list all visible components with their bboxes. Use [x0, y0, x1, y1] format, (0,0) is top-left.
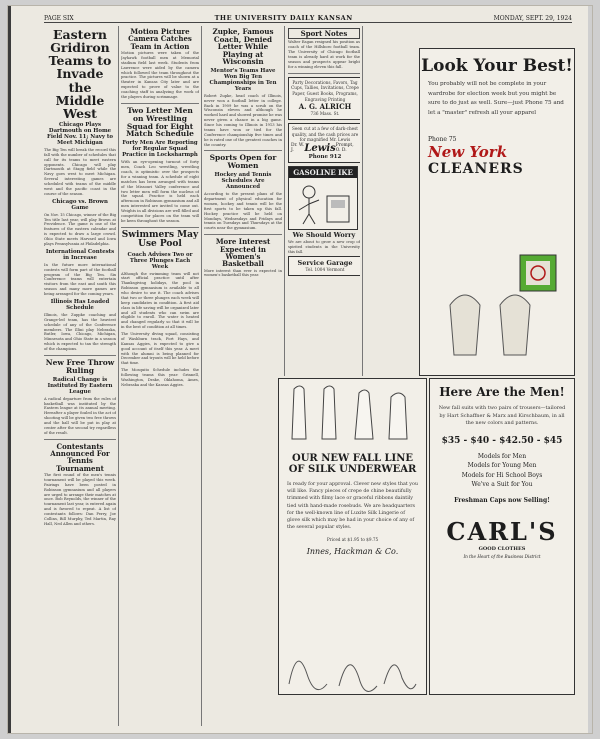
cleaners-ad [419, 48, 575, 376]
story-text: Walter Eagan resigned his position as coach of the Hillsboro football team. The University of Chicago football team is already hard at work for the season and prospects appear bright for a winning eleven this fall. [288, 40, 360, 69]
headline-womens-basketball: More Interest Expected in Women's Basketball [215, 237, 271, 269]
gasoline-ike-comic [288, 166, 358, 230]
service-garage-ad [288, 256, 360, 276]
alrich-ad-list: Party Decorations, Favors, Tag Cups, Tallies, Invitations, Crepe Paper, Guest Books, Programs, Engraving Printing [291, 79, 359, 102]
carls-ad-line4: We've a Suit for You [471, 481, 533, 489]
gasoline-ike-title: GASOLINE IKE [289, 167, 357, 178]
headline-gridiron: Eastern Gridiron Teams to Invade the Middle West [48, 27, 112, 121]
cleaners-illustration [420, 235, 574, 375]
headline-worry: We Should Worry [292, 230, 356, 239]
cleaners-ad-copy: You probably will not be complete in your wardrobe for election week but you might be sure to do just as well. Sure—just Phone 75 and let a "master" refresh all your apparel [428, 81, 564, 116]
column-4 [288, 26, 360, 376]
underwear-ad [278, 378, 427, 695]
deck-gridiron: Chicago Plays Dartmouth on Home Field Nov. 11; Navy to Meet Michigan [47, 121, 113, 146]
carls-ad-logo: CARL'S [446, 517, 558, 547]
carls-ad-copy: New fall suits with two pairs of trousers—tailored by Hart Schaffner & Marx and Kirschbaum, in all the new colors and patterns. [438, 405, 566, 426]
lewis-ad-left: Dr. W. J. [291, 143, 305, 154]
story-text: We are about to grow a new crop of spirited students in the University this fall. [288, 239, 360, 254]
carls-ad-footer: In the Heart of the Business District [463, 554, 541, 560]
deck-wrestling: Forty Men Are Reporting for Regular Squad Practice in Locksharmph [122, 140, 198, 159]
deck-free-throw: Radical Change is Instituted By Eastern League [47, 376, 113, 395]
carls-ad-tag: GOOD CLOTHES [478, 546, 526, 553]
subhead-international: International Contests in Increase [45, 248, 115, 261]
headline-wrestling: Two Letter Men on Wrestling Squad for Eight Match Schedule [126, 105, 194, 139]
lewis-ad [288, 123, 360, 163]
column-3 [204, 26, 282, 376]
deck-women-sports: Hockey and Tennis Schedules Are Announced [214, 172, 272, 191]
alrich-ad-name: A. G. ALRICH [298, 102, 352, 112]
underwear-ad-price: Priced at $1.95 to $9.75 [326, 537, 379, 543]
underwear-ad-title: OUR NEW FALL LINE OF SILK UNDERWEAR [288, 453, 417, 475]
story-text: A radical departure from the rules of basketball was instituted by the Eastern league at its annual meeting. Hereafter a player fouled in the act of shooting will be given two free throws and the ball will be put in play at center after the second try regardless of the result. [44, 396, 116, 435]
lewis-ad-copy: Seen cut at a few of dark-chest quality, and the cash prices are for magnified Mr. Lewis [291, 125, 359, 143]
gasoline-ike-drawing [289, 178, 357, 226]
story-text: Motion pictures were taken of the Jayhawk football men at Memorial stadium field last week. Students from Lawrence were aided by the camera which followed the team throughout the practice. The pictures will be shown at a theater in Kansas City later and are expected to prove of value to the coaching staff in analyzing the work of the players during scrimmage. [121, 51, 199, 99]
headline-women-sports: Sports Open for Women [209, 153, 277, 171]
story-text: In the future more international contests will form part of the football program of the Big Ten. Six Conference teams will entertain visitors from the east and south this season and many more games are being arranged for the coming years. [44, 262, 116, 296]
service-garage-title: Service Garage [297, 259, 353, 268]
column-2 [121, 26, 199, 726]
underwear-ad-figures [279, 624, 426, 694]
carls-ad-line3: Models for Hi School Boys [461, 471, 543, 479]
underwear-ad-store: Innes, Hackman & Co. [306, 546, 399, 556]
newspaper-page [8, 6, 592, 733]
story-text: Robert Zupke, head coach of Illinois, never won a football letter in college. Back in 1909 he was a scrub on the Wisconsin eleven and although he worked hard and showed promise he was never given a chance in a big game. Since his coming to Illinois in 1913 his teams have won or tied for the Conference championship five times and he is rated one of the greatest coaches in the country. [204, 93, 282, 147]
deck-swimmers: Coach Advises Two or Three Plunges Each Week [127, 251, 193, 270]
carls-ad-prices: $35 - $40 - $42.50 - $45 [441, 435, 563, 446]
page-header [44, 10, 572, 23]
lewis-ad-brand: Lewis [304, 142, 336, 154]
cleaners-ad-word: CLEANERS [428, 161, 524, 177]
headline-zupke: Zupke, Famous Coach, Denied Letter While Playing at Wisconsin [212, 27, 274, 67]
headline-sport-notes: Sport Notes [288, 28, 360, 39]
headline-camera: Motion Picture Camera Catches Team in Action [128, 27, 192, 51]
masthead: THE UNIVERSITY DAILY KANSAN [214, 14, 353, 22]
story-text: On Nov. 15 Chicago, winner of the Big Ten title last year, will play Brown at Providence. The game is one of the features of the eastern calendar and is expected to draw a large crowd. Ohio State meets Harvard and Iowa plays Pennsylvania at Philadelphia. [44, 212, 116, 246]
column-rule [118, 26, 119, 726]
deck-zupke: Mentor's Teams Have Won Big Ten Championships in Ten Years [209, 67, 277, 92]
headline-tennis: Contestants Announced For Tennis Tournament [50, 441, 110, 473]
column-1 [44, 26, 116, 726]
lewis-ad-phone: Phone 912 [308, 153, 342, 160]
story-text: With an eye-opening turnout of forty men, Coach Leo wrestling, wrestling coach, is optimistic over the prospects for a winning team. A schedule of eight matches has been arranged with teams of the Missouri Valley conference and two letter men will form the nucleus of the squad. Practice is held each afternoon in Robinson gymnasium and all men interested are invited to come out. Weights in all divisions are well filled and competition for places on the team will be keen throughout the season. [121, 160, 199, 223]
carls-ad-line5: Freshman Caps now Selling! [454, 496, 550, 504]
story-text: The Mosquito Schedule includes the following teams this year: Grinnell, Washington, Drake, Oklahoma, Ames, Nebraska and the Kansas Aggies. [121, 368, 199, 387]
story-text: The first round of the men's tennis tournament will be played this week. Pairings have been posted in Robinson gymnasium and all players are urged to arrange their matches at once. Bob Reynolds, the winner of the tournament last year, is entered again and is favored to repeat. A list of contestants follows: Dan Perry, Joe Collins, Bill Murphy, Ted Martin, Ray Hall, Ned Allen and others. [44, 473, 116, 526]
carls-ad-line2: Models for Young Men [467, 462, 537, 470]
page-label: PAGE SIX [44, 15, 74, 22]
cleaners-ad-phone: Phone 75 [428, 136, 457, 143]
story-text: More interest than ever is expected in women's basketball this year. [204, 268, 282, 278]
alrich-ad-address: 736 Mass. St. [310, 111, 340, 117]
column-rule [284, 26, 285, 376]
headline-free-throw: New Free Throw Ruling [45, 357, 115, 375]
subhead-brown: Chicago vs. Brown Game [52, 198, 108, 211]
carls-ad-title: Here Are the Men! [439, 385, 565, 399]
binding-edge [8, 6, 11, 733]
subhead-illinois: Illinois Has Loaded Schedule [50, 298, 110, 311]
carls-ad [429, 378, 575, 695]
service-garage-address: Tel. 1004 Vermont [305, 267, 345, 273]
story-text: According to the present plans of the department of physical education for women, hockey and tennis will be the first sports to be taken up this fall. Hockey practice will be held on Mondays, Wednesdays and Fridays and tennis on Tuesdays and Thursdays at the courts near the gymnasium. [204, 192, 282, 231]
page-edge [588, 6, 592, 733]
story-text: The Big Ten will break the record this fall with the number of schedules that call for its teams to meet eastern opponents. Chicago will play Dartmouth at Stagg field while the Navy goes west to meet Michigan. Several interesting games are scheduled with teams of the middle west and the pacific coast in the course of the season. [44, 147, 116, 196]
story-text: Illinois, the Zuppke coaching and Grange-led team, has the heaviest schedule of any of the Conference members. The Illini play Nebraska, Butler, Iowa, Chicago, Michigan, Minnesota and Ohio State in a season which is expected to tax the strength of the champions. [44, 312, 116, 351]
column-rule [201, 26, 202, 726]
story-text: Although the swimming team will not start official practice until after Thanksgiving holidays, the pool in Robinson gymnasium is available to all who desire to use it. The coach advises that two or three plunges each week will keep candidates in condition. A first aid class in life saving will be organized later and all students who can swim are eligible to enroll. The water is heated and changed regularly so that it will be in the best of condition at all times. [121, 271, 199, 330]
column-rule [362, 26, 363, 376]
underwear-ad-illustration [279, 379, 426, 449]
alrich-ad [288, 77, 360, 120]
carls-ad-line1: Models for Men [477, 452, 527, 460]
cleaners-ad-brand: New York [428, 143, 508, 161]
cleaners-ad-title: Look Your Best! [421, 56, 573, 76]
date-line: MONDAY, SEPT. 29, 1924 [493, 15, 572, 22]
underwear-ad-copy: Is ready for your approval. Clever new styles that you will like. Fancy pieces of crepe de chine beautifully trimmed with filmy lace or graceful ribbons daintily tied with hand-made rosebuds. We are headquarters for the well-known line of Luxite Silk Lingerie of glove silk which may be had in your choice of any of the several popular styles. [287, 482, 418, 531]
lewis-ad-right: Prompt, O. D. [335, 143, 354, 154]
story-text: The University diving squad, consisting of Washburn track, Fort Hays, and Kansas Aggies, is expected to give a good account of itself this year. A meet with the alumni is being planned for December and tryouts will be held before that time. [121, 332, 199, 366]
headline-swimmers: Swimmers May Use Pool [121, 229, 199, 250]
